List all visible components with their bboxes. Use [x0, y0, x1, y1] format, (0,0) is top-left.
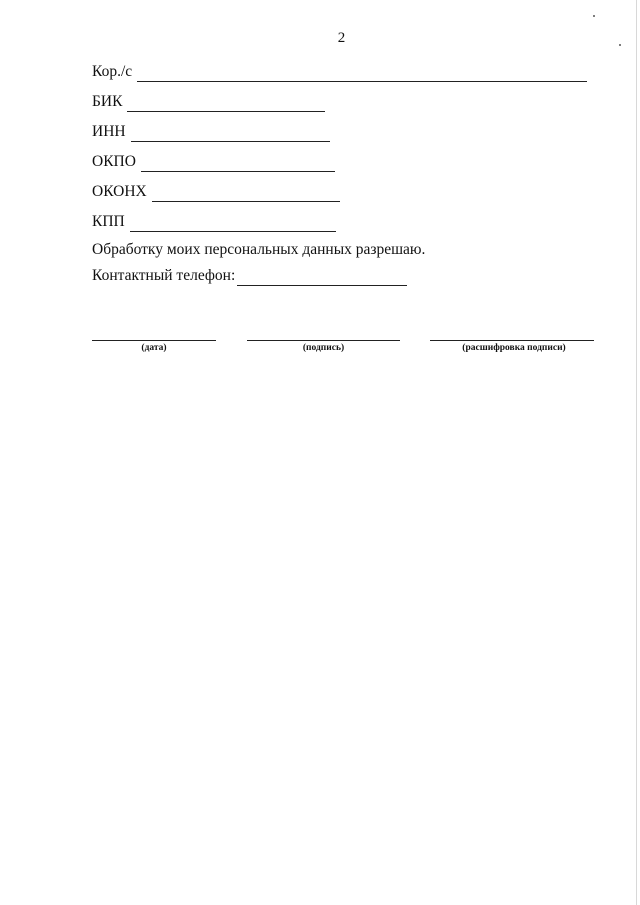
fill-in-line — [141, 155, 335, 172]
name-decoding-caption: (расшифровка подписи) — [462, 343, 566, 353]
date-caption: (дата) — [141, 343, 167, 353]
scan-speck — [619, 44, 621, 46]
field-label: ОКОНХ — [92, 183, 147, 200]
field-kor-s — [92, 62, 587, 82]
field-kpp — [92, 212, 336, 232]
field-label: КПП — [92, 213, 125, 230]
field-label: БИК — [92, 93, 123, 110]
name-decoding-line — [430, 340, 594, 341]
signature-line — [247, 340, 400, 341]
field-label: Кор./с — [92, 63, 133, 80]
field-bik — [92, 92, 325, 112]
fill-in-line — [137, 65, 587, 82]
field-label: ОКПО — [92, 153, 136, 170]
fill-in-line — [237, 269, 407, 286]
fill-in-line — [130, 215, 336, 232]
field-inn — [92, 122, 330, 142]
page-edge — [636, 0, 637, 905]
field-okpo — [92, 152, 335, 172]
signature-caption: (подпись) — [302, 343, 345, 353]
field-phone — [92, 266, 407, 286]
fill-in-line — [152, 185, 340, 202]
date-line — [92, 340, 216, 341]
fill-in-line — [131, 125, 330, 142]
scan-speck — [593, 15, 595, 17]
field-label: ИНН — [92, 123, 126, 140]
page-number: 2 — [337, 30, 346, 46]
field-okonh — [92, 182, 340, 202]
phone-label: Контактный телефон: — [92, 267, 236, 284]
consent-statement: Обработку моих персональных данных разрешаю. — [92, 241, 426, 258]
fill-in-line — [127, 95, 325, 112]
